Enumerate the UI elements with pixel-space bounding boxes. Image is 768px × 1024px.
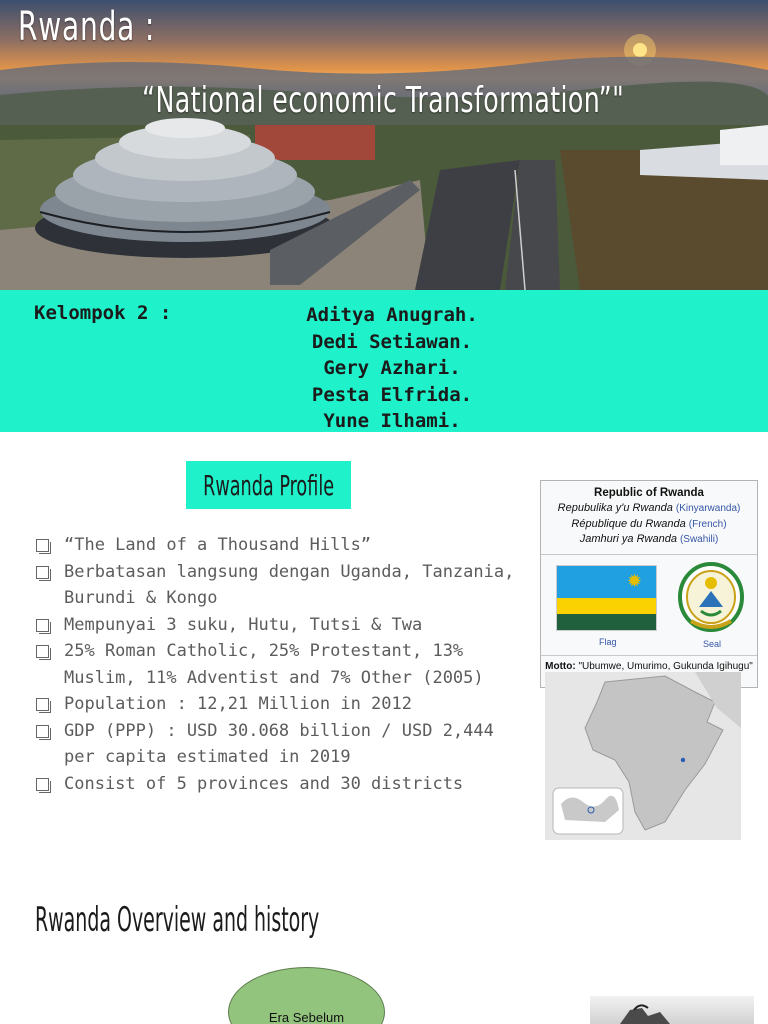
- group-band: [0, 290, 768, 432]
- flag-band-yellow: [557, 598, 656, 614]
- profile-heading-text: Rwanda Profile: [202, 468, 335, 502]
- member-name: Gery Azhari.: [323, 357, 461, 379]
- list-item: [36, 612, 516, 639]
- list-item: [36, 638, 516, 691]
- native-name-text: République du Rwanda: [571, 517, 686, 530]
- africa-locator-map[interactable]: [545, 672, 741, 840]
- motto-text: "Ubumwe, Umurimo, Gukunda Igihugu": [578, 661, 753, 672]
- africa-map-illustration: [545, 672, 741, 840]
- history-thumbnail-image: [590, 996, 754, 1024]
- list-item: [36, 532, 516, 559]
- checkbox-bullet-icon: [36, 566, 49, 579]
- list-item: [36, 559, 516, 612]
- member-list: [262, 302, 522, 435]
- flag-band-green: [557, 614, 656, 630]
- list-item-text: Consist of 5 provinces and 30 districts: [64, 773, 464, 794]
- list-item: [36, 771, 516, 798]
- flag-caption-link[interactable]: Flag: [599, 637, 617, 647]
- list-item: [36, 718, 516, 771]
- country-infobox: [540, 480, 758, 688]
- list-item: [36, 691, 516, 718]
- profile-heading: [186, 461, 351, 509]
- list-item-text: GDP (PPP) : USD 30.068 billion / USD 2,444 per capita estimated in 2019: [64, 720, 494, 767]
- hero-photo: [0, 0, 768, 290]
- member-name: Pesta Elfrida.: [311, 383, 473, 406]
- member-name: Aditya Anugrah.: [306, 304, 478, 326]
- member-name: Dedi Setiawan.: [311, 330, 473, 353]
- native-name: [541, 517, 757, 533]
- history-photo-illustration: [590, 996, 754, 1024]
- motto-label: Motto:: [545, 661, 576, 672]
- sun-icon: ✹: [626, 571, 642, 592]
- checkbox-bullet-icon: [36, 539, 49, 552]
- infobox-header: [541, 481, 757, 555]
- seal-caption-link[interactable]: Seal: [703, 639, 722, 649]
- infobox-images: [541, 555, 757, 655]
- language-link[interactable]: (Kinyarwanda): [675, 503, 741, 514]
- language-link[interactable]: (French): [688, 518, 727, 530]
- list-item-text: Mempunyai 3 suku, Hutu, Tutsi & Twa: [64, 614, 423, 635]
- rwanda-seal-image[interactable]: [677, 561, 745, 635]
- list-item-text: “The Land of a Thousand Hills”: [64, 535, 372, 555]
- list-item-text: Berbatasan langsung dengan Uganda, Tanzania, Burundi & Kongo: [64, 561, 515, 608]
- group-label: Kelompok 2 :: [34, 302, 172, 324]
- native-name-text: Repubulika y'u Rwanda: [557, 502, 673, 514]
- overview-heading: Rwanda Overview and history: [35, 900, 320, 940]
- checkbox-bullet-icon: [36, 725, 49, 738]
- checkbox-bullet-icon: [36, 645, 49, 658]
- slide-title: Rwanda :: [18, 4, 156, 50]
- checkbox-bullet-icon: [36, 698, 49, 711]
- native-name: [541, 532, 757, 548]
- checkbox-bullet-icon: [36, 619, 49, 632]
- infobox-title: Republic of Rwanda: [594, 487, 704, 499]
- list-item-text: Population : 12,21 Million in 2012: [64, 694, 412, 714]
- member-name: Yune Ilhami.: [323, 410, 461, 432]
- list-item-text: 25% Roman Catholic, 25% Protestant, 13% Muslim, 11% Adventist and 7% Other (2005): [64, 641, 484, 688]
- era-bubble: Era Sebelum: [228, 967, 385, 1024]
- language-link[interactable]: (Swahili): [679, 534, 719, 545]
- profile-bullet-list: [36, 532, 516, 797]
- native-name-text: Jamhuri ya Rwanda: [579, 533, 677, 545]
- checkbox-bullet-icon: [36, 778, 49, 791]
- rwanda-flag-image[interactable]: [556, 565, 657, 631]
- native-name: [541, 501, 757, 517]
- slide-subtitle: “National economic Transformation”": [142, 80, 625, 121]
